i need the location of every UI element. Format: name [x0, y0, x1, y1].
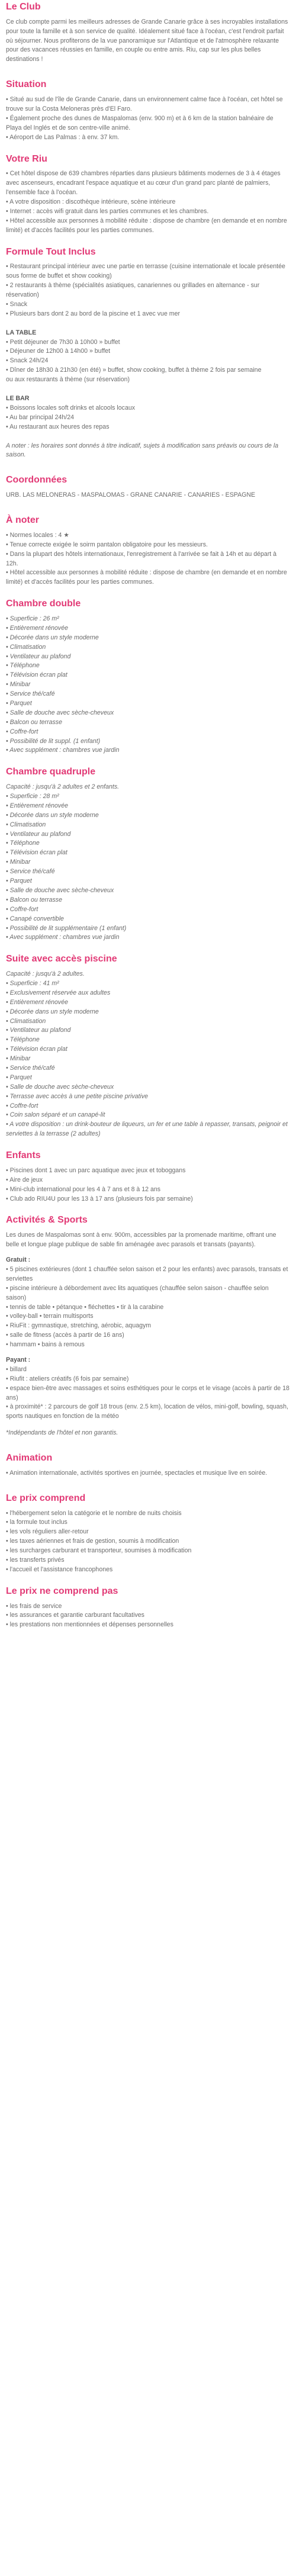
list-item: • Entièrement rénovée [6, 624, 68, 632]
list-item: • Avec supplément : chambres vue jardin [6, 934, 120, 941]
club-section [6, 0, 290, 65]
enfants-section [6, 1150, 290, 1204]
club-title: Le Club [6, 2, 41, 12]
list-item: • Superficie : 41 m² [6, 979, 59, 987]
list-item: • Coffre-fort [6, 905, 38, 913]
list-item: • espace bien-être avec massages et soins esthétiques pour le corps et le visage (accès à partir de 18 ans) [6, 1384, 289, 1401]
gratuit-list [6, 1265, 290, 1350]
suite-list [6, 970, 290, 1139]
list-item: • Terrasse avec accès à une petite piscine privative [6, 1092, 149, 1100]
prix-comprend-list [6, 1509, 290, 1575]
list-item: • les transferts privés [6, 1556, 65, 1564]
payant-subtitle: Payant : [6, 1356, 31, 1363]
situation-title: Situation [6, 79, 47, 90]
list-item: • Décorée dans un style moderne [6, 633, 99, 641]
animation-section [6, 1452, 290, 1478]
list-item: • Superficie : 26 m² [6, 615, 59, 622]
list-item: • à proximité* : 2 parcours de golf 18 trous (env. 2.5 km), location de vélos, mini-golf, bowling, squash, sports nautiques en fonction de la météo [6, 1403, 288, 1420]
list-item: • Service thé/café [6, 690, 55, 698]
anoter-title: À noter [6, 515, 39, 526]
list-item: • Décorée dans un style moderne [6, 1008, 99, 1015]
coord-title: Coordonnées [6, 475, 67, 485]
list-item: • Décorée dans un style moderne [6, 811, 99, 819]
list-item: • Cet hôtel dispose de 639 chambres réparties dans plusieurs bâtiments modernes de 3 à 4 étages avec ascenseurs, encadrant l'espace aquatique et au cœur d'un grand parc planté de palmiers, l'ensemble face à l'océan. [6, 170, 281, 197]
list-item: • Exclusivement réservée aux adultes [6, 989, 111, 996]
list-item: • Téléphone [6, 662, 40, 670]
list-item: • Au bar principal 24h/24 [6, 413, 75, 421]
prix-comprend-title: Le prix comprend [6, 1493, 86, 1503]
list-item: • Avec supplément : chambres vue jardin [6, 747, 120, 754]
situation-section [6, 79, 290, 142]
bar-subtitle: LE BAR [6, 395, 30, 403]
list-item: • Parquet [6, 1073, 32, 1081]
list-item: • Restaurant principal intérieur avec une partie en terrasse (cuisine internationale et locale présentée sous forme de buffet et show cooking) [6, 263, 285, 280]
list-item: • Possibilité de lit supplémentaire (1 enfant) [6, 924, 127, 932]
list-item: • A votre disposition : un drink-bouteur de liqueurs, un fer et une table à repasser, transats, peignoir et serviettes à la terrasse (2 adultes) [6, 1121, 288, 1138]
list-item: • Plusieurs bars dont 2 au bord de la piscine et 1 avec vue mer [6, 310, 181, 317]
list-item: • Télévision écran plat [6, 671, 67, 679]
gratuit-subtitle: Gratuit : [6, 1256, 31, 1264]
list-item: • Minibar [6, 681, 31, 689]
quadruple-list [6, 783, 290, 943]
activites-title: Activités & Sports [6, 1215, 88, 1226]
list-item: • Télévision écran plat [6, 1046, 67, 1053]
list-item: • Internet : accès wifi gratuit dans les parties communes et les chambres. [6, 207, 209, 215]
list-item: • Mini-club international pour les 4 à 7 ans et 8 à 12 ans [6, 1185, 161, 1193]
list-item: • la formule tout inclus [6, 1519, 67, 1526]
list-item: • tennis de table • pétanque • fléchettes • tir à la carabine [6, 1303, 164, 1311]
quadruple-section [6, 766, 290, 943]
list-item: • billard [6, 1365, 27, 1373]
list-item: • Hôtel accessible aux personnes à mobilité réduite : dispose de chambre (en demande et en nombre limité) et d'accès facilités pour les parties communes. [6, 217, 287, 234]
list-item: • Dans la plupart des hôtels internationaux, l'enregistrement à l'arrivée se fait à 14h et au départ à 12h. [6, 550, 277, 567]
list-item: • Service thé/café [6, 1064, 55, 1072]
list-item: Capacité : jusqu'à 2 adultes et 2 enfants. [6, 783, 120, 791]
list-item: • Au restaurant aux heures des repas [6, 423, 110, 430]
list-item: • Ventilateur au plafond [6, 1027, 71, 1034]
list-item: • Téléphone [6, 840, 40, 847]
list-item: • volley-ball • terrain multisports [6, 1313, 94, 1320]
list-item: • Coffre-fort [6, 1102, 38, 1109]
animation-text: • Animation internationale, activités sportives en journée, spectacles et musique live en soirée. [6, 1469, 268, 1477]
list-item: • Normes locales : 4 ★ [6, 531, 69, 539]
list-item: • Tenue correcte exigée le soirm pantalon obligatoire pour les messieurs. [6, 541, 208, 548]
list-item: • Superficie : 28 m² [6, 793, 59, 800]
list-item: • les surcharges carburant et transporteur, soumises à modification [6, 1547, 192, 1555]
quadruple-title: Chambre quadruple [6, 767, 96, 777]
list-item: • Petit déjeuner de 7h30 à 10h00 » buffet [6, 338, 120, 346]
list-item: • Coin salon séparé et un canapé-lit [6, 1111, 105, 1119]
list-item: • Snack 24h/24 [6, 357, 49, 365]
list-item: • Entièrement rénovée [6, 998, 68, 1006]
table-list [6, 338, 290, 385]
suite-section [6, 953, 290, 1139]
club-paragraph: Ce club compte parmi les meilleurs adresses de Grande Canarie grâce à ses incroyables installations pour toute la famille et à son service de qualité. Idéalement situé face à l'océan, c'est l'endroit parfait où séjourner. Nous profiterons de la vue panoramique sur l'Atlantique et de l'atmosphère relaxante pour des vacances réussies en famille, en couple ou entre amis. Riu, cap sur les plus belles destinations ! [6, 18, 288, 63]
list-item: • Canapé convertible [6, 915, 64, 922]
list-item: • Minibar [6, 1055, 31, 1063]
prix-ne-comprend-section [6, 1586, 290, 1630]
list-item: • Hôtel accessible aux personnes à mobilité réduite : dispose de chambre (en demande et en nombre limité) et d'accès facilités pour les parties communes. [6, 569, 287, 586]
list-item: • Balcon ou terrasse [6, 718, 62, 726]
votre-riu-title: Votre Riu [6, 153, 47, 164]
list-item: • A votre disposition : discothèque intérieure, scène intérieure [6, 198, 176, 205]
list-item: • Situé au sud de l'île de Grande Canarie, dans un environnement calme face à l'océan, cet hôtel se trouve sur la Costa Meloneras près d'El Faro. [6, 96, 283, 112]
list-item: • Climatisation [6, 1017, 46, 1025]
list-item: • l'hébergement selon la catégorie et le nombre de nuits choisis [6, 1509, 182, 1517]
list-item: • les frais de service [6, 1602, 62, 1610]
list-item: • Salle de douche avec sèche-cheveux [6, 886, 114, 894]
list-item: • Minibar [6, 858, 31, 866]
list-item: • Parquet [6, 700, 32, 707]
list-item: • Salle de douche avec sèche-cheveux [6, 1083, 114, 1091]
list-item: ou aux restaurants à thème (sur réservation) [6, 376, 130, 384]
list-item: • les vols réguliers aller-retour [6, 1528, 89, 1536]
list-item: Capacité : jusqu'à 2 adultes. [6, 970, 85, 978]
list-item: • Téléphone [6, 1036, 40, 1044]
list-item: • Salle de douche avec sèche-cheveux [6, 709, 114, 716]
table-subtitle: LA TABLE [6, 329, 37, 336]
list-item: • Aéroport de Las Palmas : à env. 37 km. [6, 133, 120, 141]
activites-footnote: *Indépendants de l'hôtel et non garantis. [6, 1429, 118, 1437]
list-item: • Également proche des dunes de Maspalomas (env. 900 m) et à 6 km de la station balnéaire de Playa del Inglés et de son centre-ville animé. [6, 114, 274, 131]
animation-title: Animation [6, 1453, 53, 1464]
votre-riu-section [6, 153, 290, 236]
list-item: • 2 restaurants à thème (spécialités asiatiques, canariennes ou grillades en alternance - sur réservation) [6, 282, 260, 298]
prix-ne-comprend-list [6, 1602, 290, 1630]
list-item: • les assurances et garantie carburant facultatives [6, 1612, 144, 1619]
payant-list [6, 1365, 290, 1422]
list-item: • les taxes aériennes et frais de gestion, soumis à modification [6, 1538, 179, 1545]
formule-list [6, 262, 290, 319]
list-item: • Parquet [6, 877, 32, 885]
list-item: • Aire de jeux [6, 1176, 43, 1184]
list-item: • les prestations non mentionnées et dépenses personnelles [6, 1621, 173, 1629]
list-item: • Balcon ou terrasse [6, 896, 62, 903]
list-item: • Climatisation [6, 643, 46, 651]
list-item: • Ventilateur au plafond [6, 652, 71, 660]
list-item: • Boissons locales soft drinks et alcools locaux [6, 404, 136, 411]
prix-comprend-section [6, 1493, 290, 1575]
double-title: Chambre double [6, 599, 81, 609]
formule-title: Formule Tout Inclus [6, 246, 96, 257]
activites-section [6, 1214, 290, 1438]
double-list [6, 615, 290, 755]
anoter-section [6, 514, 290, 587]
list-item: • Déjeuner de 12h00 à 14h00 » buffet [6, 348, 111, 355]
list-item: • Télévision écran plat [6, 849, 67, 857]
activites-intro: Les dunes de Maspalomas sont à env. 900m, accessibles par la promenade maritime, offrant une belle et longue plage publique de sable fin aménagée avec parasols et transats (payants). [6, 1231, 276, 1249]
coord-section [6, 474, 290, 500]
formule-note: A noter : les horaires sont donnés à titre indicatif, sujets à modification sans préavis ou cours de la saison. [6, 442, 279, 459]
suite-title: Suite avec accès piscine [6, 954, 117, 964]
list-item: • Coffre-fort [6, 728, 38, 735]
list-item: • Service thé/café [6, 868, 55, 876]
list-item: • Snack [6, 300, 28, 308]
prix-ne-comprend-title: Le prix ne comprend pas [6, 1586, 118, 1596]
situation-list [6, 95, 290, 142]
list-item: • 5 piscines extérieures (dont 1 chauffée selon saison et 2 pour les enfants) avec parasols, transats et serviettes [6, 1265, 288, 1282]
list-item: • Climatisation [6, 821, 46, 828]
list-item: • Piscines dont 1 avec un parc aquatique avec jeux et toboggans [6, 1166, 186, 1174]
enfants-list [6, 1166, 290, 1204]
double-section [6, 598, 290, 755]
coord-address: URB. LAS MELONERAS - MASPALOMAS - GRANE CANARIE - CANARIES - ESPAGNE [6, 491, 256, 499]
list-item: • Possibilité de lit suppl. (1 enfant) [6, 737, 101, 745]
list-item: • l'accueil et l'assistance francophones [6, 1565, 113, 1573]
list-item: • salle de fitness (accès à partir de 16 ans) [6, 1332, 124, 1339]
list-item: • Ventilateur au plafond [6, 830, 71, 838]
list-item: • Dîner de 18h30 à 21h30 (en été) » buffet, show cooking, buffet à thème 2 fois par semaine [6, 366, 262, 374]
list-item: • Riufit : ateliers créatifs (6 fois par semaine) [6, 1375, 129, 1382]
anoter-list [6, 531, 290, 587]
list-item: • RiuFit : gymnastique, stretching, aérobic, aquagym [6, 1322, 152, 1330]
enfants-title: Enfants [6, 1150, 41, 1161]
bar-list [6, 404, 290, 432]
list-item: • hammam • bains à remous [6, 1341, 85, 1349]
list-item: • Club ado RIU4U pour les 13 à 17 ans (plusieurs fois par semaine) [6, 1195, 193, 1202]
votre-riu-list [6, 169, 290, 235]
list-item: • Entièrement rénovée [6, 802, 68, 809]
list-item: • piscine intérieure à débordement avec lits aquatiques (chauffée selon saison - chauffée selon saison) [6, 1284, 269, 1301]
formule-section [6, 246, 290, 461]
